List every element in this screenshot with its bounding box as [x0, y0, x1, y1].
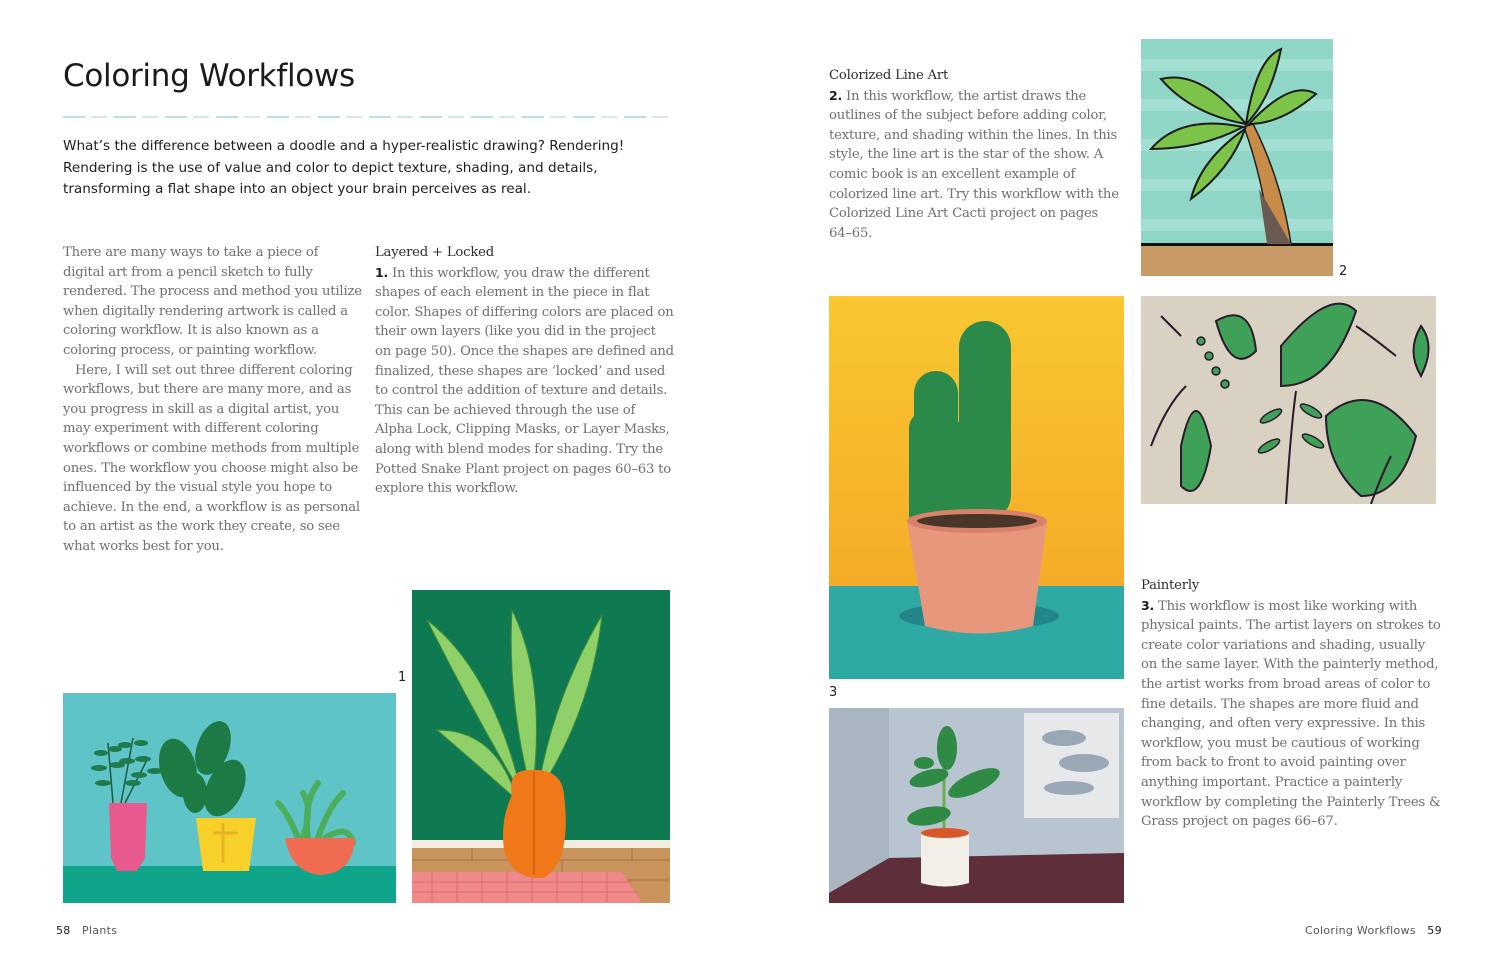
section-heading: Painterly — [1141, 578, 1200, 593]
intro-paragraph: What’s the difference between a doodle and a hyper-realistic drawing? Rendering! Rendering is the use of value and color to depict texture, shading, and details, transforming a flat shape into an object your brain perceives as real. — [63, 138, 625, 197]
palm-tree-illustration — [1141, 39, 1333, 276]
three-potted-plants-illustration — [63, 693, 396, 903]
page-title: Coloring Workflows — [63, 58, 355, 94]
cactus-illustration — [829, 296, 1124, 679]
decorative-dashed-rule — [63, 116, 669, 118]
section-painterly — [1141, 576, 1441, 832]
rubber-plant-illustration — [829, 708, 1124, 903]
figure-label-2: 2 — [1339, 264, 1348, 279]
figure-label-3: 3 — [829, 685, 838, 700]
body-paragraph: There are many ways to take a piece of digital art from a pencil sketch to fully rendered. The process and method you utilize when digitally rendering artwork is called a coloring workflow. It is also known as a coloring process, or painting workflow. — [63, 245, 362, 358]
page-number: 58 — [56, 924, 71, 937]
section-number: 2. — [829, 87, 843, 103]
section-layered-locked — [375, 243, 675, 499]
body-column-1 — [63, 243, 363, 557]
leaf-pattern-illustration — [1141, 296, 1436, 504]
section-number: 1. — [375, 264, 389, 280]
section-text: In this workflow, you draw the different shapes of each element in the piece in flat color. Shapes of differing colors are placed on their own layers (like you did in the project on page 50). Once the shapes are defined and finalized, these shapes are ‘locked’ and used to control the addition of texture and details. This can be achieved through the use of Alpha Lock, Clipping Masks, or Layer Masks, along with blend modes for shading. Try the Potted Snake Plant project on pages 60–63 to explore this workflow. — [375, 265, 674, 497]
section-text: This workflow is most like working with physical paints. The artist layers on strokes to create color variations and shading, usually on the same layer. With the painterly method, the artist works from broad areas of color to fine details. The shapes are more fluid and changing, and often very expressive. In this workflow, you must be cautious of working from back to front to avoid painting over anything important. Practice a painterly workflow by completing the Painterly Trees & Grass project on pages 66–67. — [1141, 598, 1441, 830]
running-section: Plants — [82, 924, 118, 937]
figure-label-1: 1 — [398, 670, 407, 685]
body-paragraph: Here, I will set out three different coloring workflows, but there are many more, and as you progress in skill as a digital artist, you may experiment with different coloring workflows or combine methods from multiple ones. The workflow you choose might also be influenced by the visual style you hope to achieve. In the end, a workflow is as personal to an artist as the work they create, so see what works best for you. — [63, 362, 360, 554]
section-heading: Layered + Locked — [375, 245, 494, 260]
page-number: 59 — [1427, 924, 1442, 937]
section-text: In this workflow, the artist draws the outlines of the subject before adding color, texture, and shading within the lines. In this style, the line art is the star of the show. A comic book is an excellent example of colorized line art. Try this workflow with the Colorized Line Art Cacti project on pages 64–65. — [829, 88, 1119, 241]
running-section: Coloring Workflows — [1305, 924, 1416, 937]
section-colorized-line-art — [829, 66, 1119, 243]
footer-right — [1305, 924, 1442, 937]
section-number: 3. — [1141, 597, 1155, 613]
footer-left — [56, 924, 117, 937]
snake-plant-illustration — [412, 590, 670, 903]
section-heading: Colorized Line Art — [829, 68, 949, 83]
